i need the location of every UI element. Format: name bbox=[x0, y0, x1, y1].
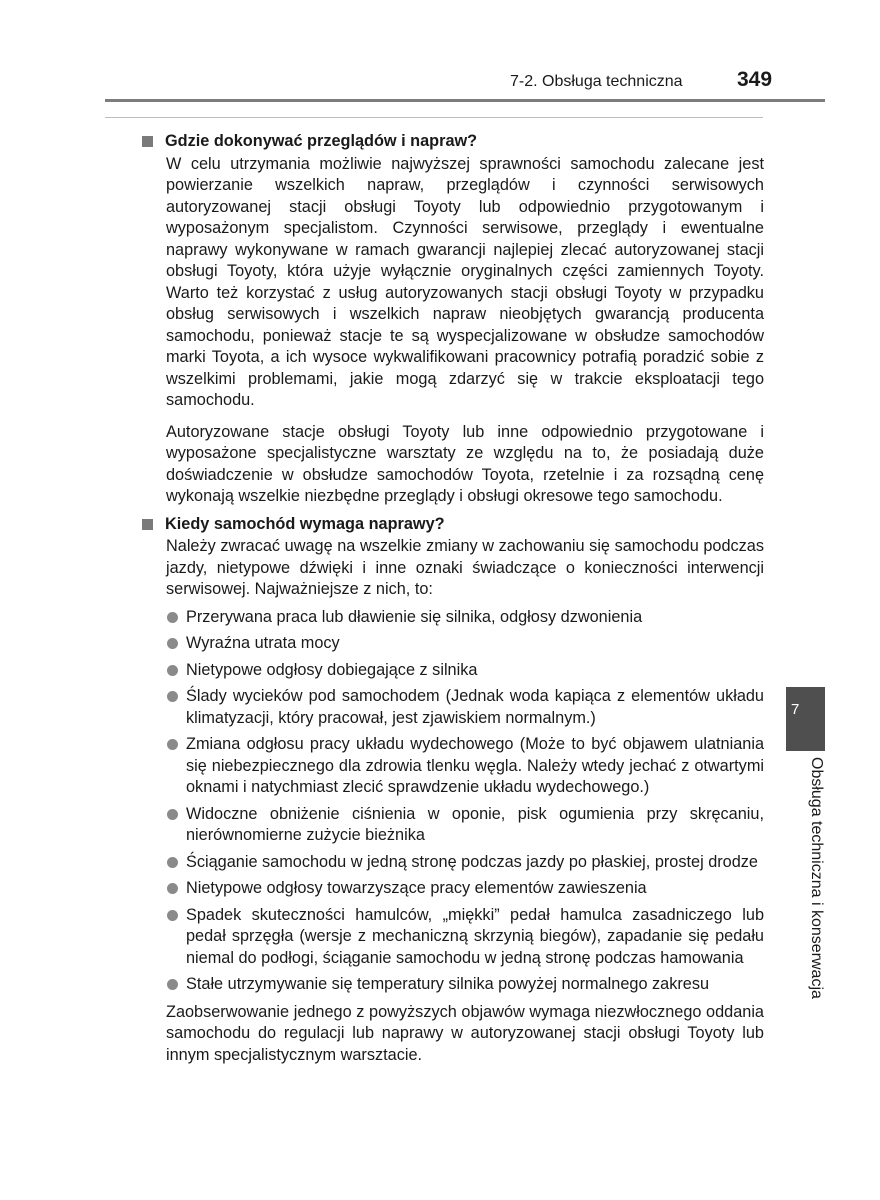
round-bullet-icon bbox=[167, 857, 178, 868]
page-body bbox=[142, 131, 764, 1076]
section-heading bbox=[142, 514, 764, 536]
round-bullet-icon bbox=[167, 979, 178, 990]
list-item bbox=[166, 607, 764, 629]
list-item bbox=[166, 660, 764, 682]
chapter-number: 7 bbox=[791, 701, 800, 718]
section-heading-text: Gdzie dokonywać przeglądów i napraw? bbox=[165, 132, 478, 150]
list-item-text: Przerywana praca lub dławienie się silnika, odgłosy dzwonienia bbox=[186, 607, 643, 626]
round-bullet-icon bbox=[167, 910, 178, 921]
list-item bbox=[166, 633, 764, 655]
section-heading bbox=[142, 131, 764, 153]
round-bullet-icon bbox=[167, 691, 178, 702]
list-item-text: Stałe utrzymywanie się temperatury silnika powyżej normalnego zakresu bbox=[186, 975, 710, 993]
round-bullet-icon bbox=[167, 612, 178, 623]
header-rule bbox=[105, 99, 825, 102]
round-bullet-icon bbox=[167, 809, 178, 820]
paragraph: Zaobserwowanie jednego z powyższych objawów wymaga niezwłocznego oddania samochodu do regulacji lub naprawy w autoryzowanej stacji obsługi Toyoty lub innym specjalistycznym warsztacie. bbox=[166, 1002, 764, 1064]
list-item bbox=[166, 734, 764, 799]
header-section-title: 7-2. Obsługa techniczna bbox=[510, 73, 683, 90]
paragraph: Autoryzowane stacje obsługi Toyoty lub inne odpowiednio przygotowane i wyposażone specjalistyczne warsztaty ze względu na to, że posiadają duże doświadczenie w obsłudze samochodów Toyota, rzetelnie i za rozsądną cenę wykonają wszelkie niezbędne przeglądy i obsługi okresowe tego samochodu. bbox=[166, 422, 764, 505]
round-bullet-icon bbox=[167, 665, 178, 676]
list-item-text: Nietypowe odgłosy towarzyszące pracy elementów zawieszenia bbox=[186, 879, 647, 897]
paragraph: W celu utrzymania możliwie najwyższej sprawności samochodu zalecane jest powierzanie wszelkich napraw, przeglądów i czynności serwisowych autoryzowanej stacji obsługi Toyoty lub odpowiednio przygotowanym i wyposażonym specjalistom. Czynności serwisowe, przeglądy i ewentualne naprawy wykonywane w ramach gwarancji najlepiej zlecać autoryzowanej stacji obsługi Toyoty, która użyje wyłącznie oryginalnych części zamiennych Toyoty. Warto też korzystać z usług autoryzowanych stacji obsługi Toyoty w przypadku obsług serwisowych i wszelkich napraw nieobjętych gwarancją producenta samochodu, ponieważ stacje te są wyspecjalizowane w obsłudze samochodów marki Toyota, a ich wysoce wykwalifikowani pracownicy potrafią poradzić sobie z wszelkimi problemami, jakie mogą zdarzyć się w trakcie eksploatacji tego samochodu. bbox=[166, 154, 764, 409]
list-item-text: Spadek skuteczności hamulców, „miękki” pedał hamulca zasadniczego lub pedał sprzęgła (wersje z mechaniczną skrzynią biegów), zapadanie się pedału niemal do podłogi, ściąganie samochodu w jedną stronę podczas hamowania bbox=[186, 905, 764, 967]
header-thin-rule bbox=[105, 117, 763, 118]
list-item-text: Nietypowe odgłosy dobiegające z silnika bbox=[186, 660, 478, 679]
list-item bbox=[166, 852, 764, 874]
list-item bbox=[166, 686, 764, 729]
list-item bbox=[166, 974, 764, 996]
round-bullet-icon bbox=[167, 883, 178, 894]
list-item bbox=[166, 878, 764, 900]
square-bullet-icon bbox=[142, 519, 153, 530]
round-bullet-icon bbox=[167, 638, 178, 649]
chapter-tab bbox=[786, 687, 825, 751]
round-bullet-icon bbox=[167, 739, 178, 750]
symptom-list bbox=[166, 607, 764, 996]
list-item-text: Ściąganie samochodu w jedną stronę podczas jazdy po płaskiej, prostej drodze bbox=[186, 852, 758, 871]
square-bullet-icon bbox=[142, 136, 153, 147]
section-heading-text: Kiedy samochód wymaga naprawy? bbox=[165, 514, 445, 533]
list-item-text: Ślady wycieków pod samochodem (Jednak woda kapiąca z elementów układu klimatyzacji, który pracował, jest zjawiskiem normalnym.) bbox=[186, 687, 764, 727]
paragraph: Należy zwracać uwagę na wszelkie zmiany w zachowaniu się samochodu podczas jazdy, nietypowe dźwięki i inne oznaki świadczące o konieczności interwencji serwisowej. Najważniejsze z nich, to: bbox=[166, 537, 764, 598]
page-number: 349 bbox=[737, 68, 773, 91]
list-item-text: Widoczne obniżenie ciśnienia w oponie, pisk ogumienia przy skręcaniu, nierównomierne zużycie bieżnika bbox=[186, 804, 764, 844]
chapter-side-label: Obsługa techniczna i konserwacja bbox=[808, 757, 825, 999]
list-item-text: Zmiana odgłosu pracy układu wydechowego (Może to być objawem ulatniania się niebezpiecznego dla zdrowia tlenku węgla. Należy wtedy jechać z otwartymi oknami i natychmiast zlecić sprawdzenie układu wydechowego.) bbox=[186, 735, 764, 796]
list-item bbox=[166, 905, 764, 970]
list-item bbox=[166, 804, 764, 847]
list-item-text: Wyraźna utrata mocy bbox=[186, 634, 340, 652]
